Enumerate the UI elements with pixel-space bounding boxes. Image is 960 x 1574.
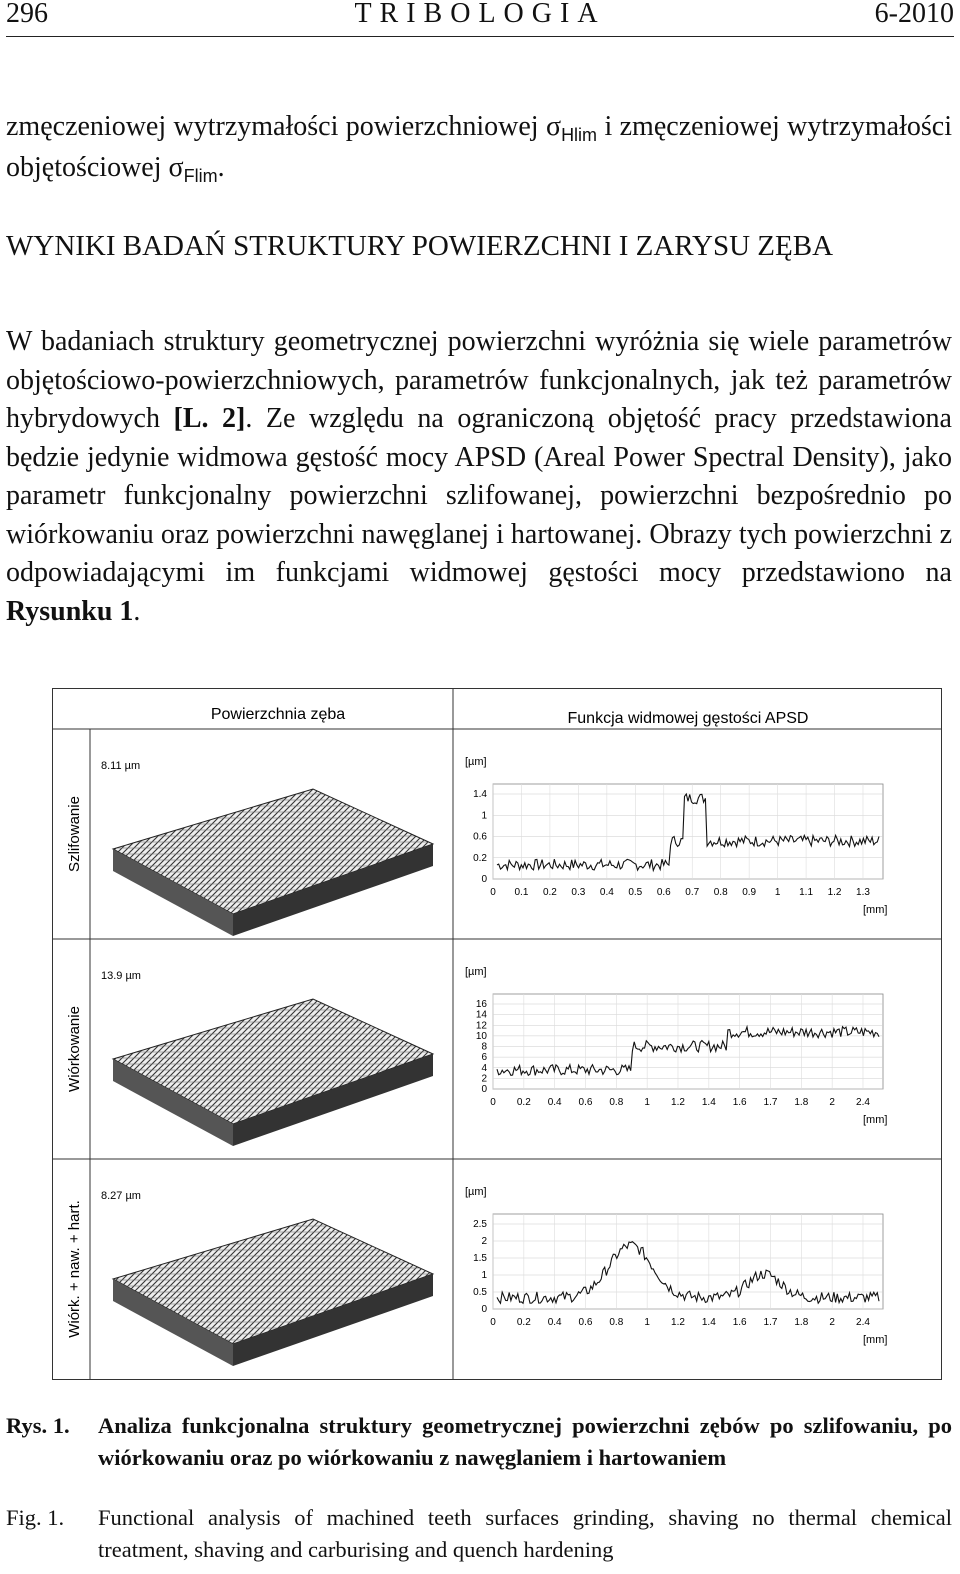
plot-area [493, 994, 883, 1089]
y-tick-label: 0 [481, 1304, 487, 1315]
y-tick-label: 2 [481, 1073, 487, 1085]
x-tick-label: 0.8 [609, 1097, 624, 1108]
x-tick-label: 0.3 [571, 887, 586, 898]
y-tick-label: 0 [481, 874, 487, 885]
x-tick-label: 0.1 [514, 887, 529, 898]
sigma-hlim-symbol: σ [545, 111, 562, 142]
body-part1: W badaniach struktury geometrycznej powierzchni wyróżnia się wiele parametrów objętościowo-powierzchniowych, parametrów funkcjonalnych, jak też parametrów hybrydowych [6, 326, 952, 434]
column-title-surface: Powierzchnia zęba [210, 706, 346, 723]
y-tick-label: 1 [481, 810, 487, 822]
intro-text-end: . [217, 151, 225, 183]
x-unit-label: [mm] [863, 1114, 888, 1126]
y-tick-label: 1.4 [473, 789, 487, 800]
x-tick-label: 2.4 [856, 1097, 870, 1108]
x-tick-label: 1.3 [856, 887, 870, 898]
x-tick-label: 0.8 [609, 1317, 624, 1328]
x-tick-label: 0 [490, 887, 496, 898]
y-unit-label: [µm] [465, 966, 487, 978]
x-tick-label: 1.2 [671, 1317, 685, 1328]
x-tick-label: 2 [829, 1317, 835, 1328]
y-tick-label: 14 [475, 1009, 487, 1021]
x-tick-label: 0.2 [516, 1097, 531, 1108]
intro-text-mid: i zmęczeniowej wytrzymałości objętościowej [6, 111, 952, 183]
column-title-apsd: Funkcja widmowej gęstości APSD [567, 710, 809, 727]
x-unit-label: [mm] [863, 904, 888, 916]
x-tick-label: 0.6 [578, 1317, 593, 1328]
sigma-flim-subscript: Flim [183, 165, 218, 186]
x-tick-label: 0.8 [713, 887, 728, 898]
x-tick-label: 1.2 [827, 887, 842, 898]
x-tick-label: 0 [490, 1317, 496, 1328]
x-tick-label: 0 [490, 1097, 496, 1108]
x-tick-label: 1.8 [794, 1097, 809, 1108]
x-tick-label: 1.6 [732, 1097, 747, 1108]
x-tick-label: 1.4 [701, 1317, 716, 1328]
y-tick-label: 8 [481, 1041, 487, 1053]
row-side-label: Wiórk. + naw. + hart. [66, 1200, 83, 1338]
height-scale-label: 8.27 µm [101, 1190, 141, 1202]
x-tick-label: 2 [829, 1097, 835, 1108]
figure-reference[interactable]: Rysunku 1 [6, 595, 134, 627]
x-tick-label: 1 [774, 887, 781, 898]
x-tick-label: 1.4 [701, 1097, 716, 1108]
y-tick-label: 12 [475, 1020, 487, 1032]
body-part3: . [133, 595, 141, 627]
sigma-hlim-subscript: Hlim [561, 125, 598, 145]
x-tick-label: 1.7 [763, 1097, 778, 1108]
page-number: 296 [6, 0, 48, 29]
issue-number: 6-2010 [874, 0, 954, 29]
x-tick-label: 0.4 [547, 1317, 562, 1328]
height-scale-label: 8.11 µm [101, 760, 141, 772]
x-unit-label: [mm] [863, 1334, 888, 1346]
caption-english [6, 1502, 952, 1566]
x-tick-label: 0.4 [547, 1097, 562, 1108]
y-tick-label: 2.5 [473, 1219, 487, 1230]
x-tick-label: 0.2 [542, 887, 557, 898]
x-tick-label: 0.2 [516, 1317, 531, 1328]
y-unit-label: [µm] [465, 1186, 487, 1198]
intro-text-before: zmęczeniowej wytrzymałości powierzchniowej [6, 111, 546, 142]
y-tick-label: 0.6 [473, 831, 487, 843]
x-tick-label: 0.6 [578, 1097, 593, 1108]
plot-area [493, 1214, 883, 1309]
y-tick-label: 6 [481, 1052, 487, 1064]
x-tick-label: 1.1 [799, 887, 814, 898]
journal-title: TRIBOLOGIA [354, 0, 606, 29]
figure-graphic [53, 689, 941, 1379]
page-header [6, 0, 954, 37]
x-tick-label: 0.9 [742, 887, 757, 898]
caption-polish [6, 1410, 952, 1474]
x-tick-label: 1.8 [794, 1317, 809, 1328]
figure-1 [52, 688, 942, 1380]
caption-polish-text: Analiza funkcjonalna struktury geometrycznej powierzchni zębów po szlifowaniu, po wiórkowaniu oraz po wiórkowaniu z nawęglaniem i hartowaniem [98, 1413, 952, 1470]
y-unit-label: [µm] [465, 756, 487, 768]
x-tick-label: 1 [644, 1097, 650, 1108]
section-heading: WYNIKI BADAŃ STRUKTURY POWIERZCHNI I ZARYSU ZĘBA [6, 230, 834, 262]
caption-polish-label: Rys. 1. [6, 1413, 70, 1438]
row-side-label: Wiórkowanie [66, 1006, 83, 1092]
x-tick-label: 0.7 [685, 887, 700, 898]
y-tick-label: 10 [475, 1030, 487, 1042]
body-paragraph [6, 323, 952, 631]
caption-english-text: Functional analysis of machined teeth surfaces grinding, shaving no thermal chemical treatment, shaving and carburising and quench hardening [98, 1505, 952, 1562]
y-tick-label: 4 [481, 1062, 487, 1074]
plot-area [493, 784, 883, 879]
x-tick-label: 1.2 [671, 1097, 685, 1108]
y-tick-label: 1 [481, 1270, 487, 1281]
apsd-curve [497, 1027, 879, 1076]
x-tick-label: 0.6 [656, 887, 671, 898]
x-tick-label: 1.6 [732, 1317, 747, 1328]
body-part2: . Ze względu na ograniczoną objętość pracy przedstawiona będzie jedynie widmowa gęstość mocy APSD (Areal Power Spectral Density), jako parametr funkcjonalny powierzchni szlifowanej, powierzchni bezpośrednio po wiórkowaniu oraz powierzchni nawęglanej i hartowanej. Obrazy tych powierzchni z odpowiadającymi im funkcjami widmowej gęstości mocy przedstawiono na [6, 403, 952, 588]
intro-paragraph [6, 108, 952, 189]
y-tick-label: 16 [475, 999, 487, 1010]
caption-english-label: Fig. 1. [6, 1505, 65, 1530]
y-tick-label: 0.2 [473, 852, 487, 864]
y-tick-label: 2 [481, 1236, 487, 1247]
y-tick-label: 0.5 [473, 1287, 487, 1298]
sigma-flim-symbol: σ [168, 151, 184, 183]
y-tick-label: 1.5 [473, 1253, 487, 1264]
height-scale-label: 13.9 µm [101, 970, 141, 982]
x-tick-label: 0.5 [628, 887, 643, 898]
citation-link[interactable]: [L. 2] [173, 403, 246, 434]
x-tick-label: 1.7 [763, 1317, 778, 1328]
y-tick-label: 0 [481, 1084, 487, 1095]
apsd-curve [497, 794, 879, 870]
x-tick-label: 0.4 [599, 887, 614, 898]
apsd-curve [497, 1242, 879, 1304]
x-tick-label: 1 [644, 1317, 650, 1328]
row-side-label: Szlifowanie [66, 796, 83, 872]
x-tick-label: 2.4 [856, 1317, 870, 1328]
